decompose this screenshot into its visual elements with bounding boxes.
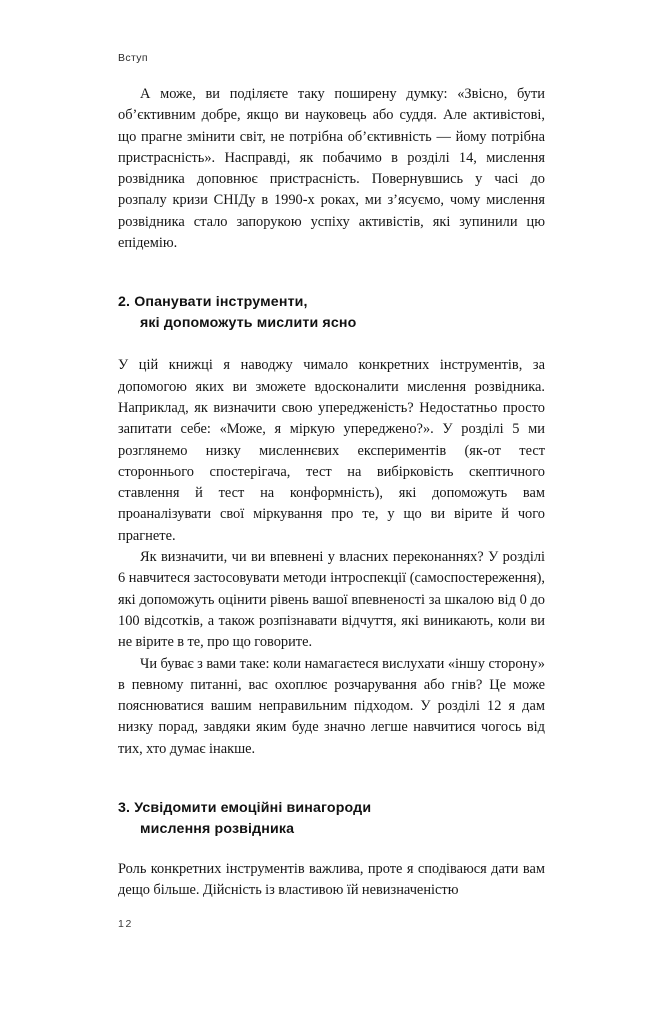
section-heading-2 [118, 292, 545, 333]
running-head: Вступ [118, 52, 148, 64]
section-heading-2-number: 2. [118, 294, 131, 311]
section-heading-3 [118, 798, 545, 839]
paragraph-intro: А може, ви поділяєте таку поширену думку: «Звісно, бути об’єктивним добре, якщо ви науковець або суддя. Але активістові, що прагне змінити світ, не потрібна об’єктивність — йому потрібна пристрасність». Насправді, як побачимо в розділі 14, мислення розвідника доповнює пристрасність. Повернувшись у часі до розпалу кризи СНІДу в 1990-х роках, ми з’ясуємо, чому мислення розвідника стало запорукою успіху активістів, які зупинили цю епідемію. [118, 86, 545, 252]
paragraph-tools-1: У цій книжці я наводжу чимало конкретних інструментів, за допомогою яких ви зможете вдосконалити мислення розвідника. Наприклад, як визначити свою упередженість? Недостатньо просто запитати себе: «Може, я міркую упереджено?». У розділі 5 ми розглянемо низку мисленнєвих експериментів (як-от тест стороннього спостерігача, тест на вибірковість скептичного ставлення й тест на конформність), які допоможуть вам проаналізувати свої міркування про те, у що ви вірите й чого прагнете. [118, 357, 545, 544]
section-heading-3-number: 3. [118, 800, 131, 817]
section-heading-2-line1: Опанувати інструменти, [134, 294, 308, 311]
text-column [118, 84, 545, 902]
section-heading-3-line2: мислення розвідника [140, 820, 295, 837]
page-number: 12 [118, 918, 133, 930]
section-heading-2-line2: які допоможуть мислити ясно [140, 314, 357, 331]
paragraph-rewards-1: Роль конкретних інструментів важлива, проте я сподіваюся дати вам дещо більше. Дійсність із властивою їй невизначеністю [118, 861, 545, 899]
paragraph-tools-2: Як визначити, чи ви впевнені у власних переконаннях? У розділі 6 навчитеся застосовувати методи інтроспекції (самоспостереження), які допоможуть оцінити рівень вашої впевненості за шкалою від 0 до 100 відсотків, а також розпізнавати відчуття, які виникають, коли ви не вірите в те, про що говорите. [118, 549, 545, 651]
section-heading-3-line1: Усвідомити емоційні винагороди [134, 800, 372, 817]
paragraph-tools-3: Чи буває з вами таке: коли намагаєтеся вислухати «іншу сторону» в певному питанні, вас охоплює розчарування або гнів? Це може пояснюватися вашим неправильним підходом. У розділі 12 я дам низку порад, завдяки яким буде значно легше навчитися чогось від тих, хто думає інакше. [118, 655, 545, 757]
